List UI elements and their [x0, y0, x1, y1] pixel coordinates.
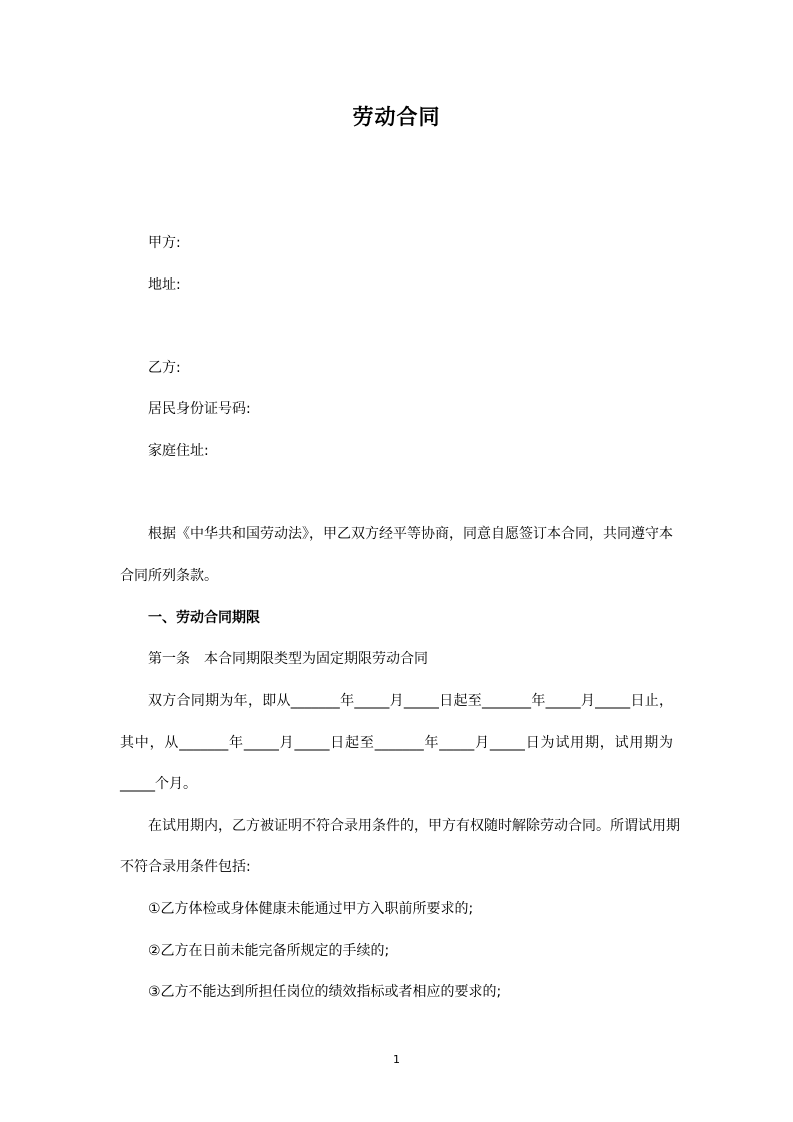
term-line-3: _____个月。 — [120, 776, 197, 792]
party-b-label: 乙方: — [148, 360, 181, 376]
condition-3: ③乙方不能达到所担任岗位的绩效指标或者相应的要求的; — [148, 984, 502, 1000]
condition-1: ①乙方体检或身体健康未能通过甲方入职前所要求的; — [148, 901, 474, 917]
probation-line-1: 在试用期内，乙方被证明不符合录用条件的，甲方有权随时解除劳动合同。所谓试用期 — [148, 818, 680, 834]
party-b-home-address-label: 家庭住址: — [148, 443, 209, 459]
preamble-line-1: 根据《中华共和国劳动法》，甲乙双方经平等协商，同意自愿签订本合同，共同遵守本 — [148, 526, 673, 542]
page-number: 1 — [393, 1053, 400, 1066]
document-title: 劳动合同 — [352, 105, 441, 129]
party-a-address-label: 地址: — [148, 277, 181, 293]
party-b-id-label: 居民身份证号码: — [148, 401, 251, 417]
section-1-heading: 一、劳动合同期限 — [148, 610, 260, 626]
term-line-2: 其中，从_______年_____月_____日起至_______年_____月_____日为试用期，试用期为 — [120, 735, 673, 751]
term-line-1: 双方合同期为年，即从_______年_____月_____日起至_______年_____月_____日止， — [148, 693, 673, 709]
party-a-label: 甲方: — [148, 235, 181, 251]
condition-2: ②乙方在日前未能完备所规定的手续的; — [148, 943, 390, 959]
article-1: 第一条 本合同期限类型为固定期限劳动合同 — [148, 651, 428, 667]
preamble-line-2: 合同所列条款。 — [120, 568, 218, 584]
probation-line-2: 不符合录用条件包括: — [120, 859, 251, 875]
